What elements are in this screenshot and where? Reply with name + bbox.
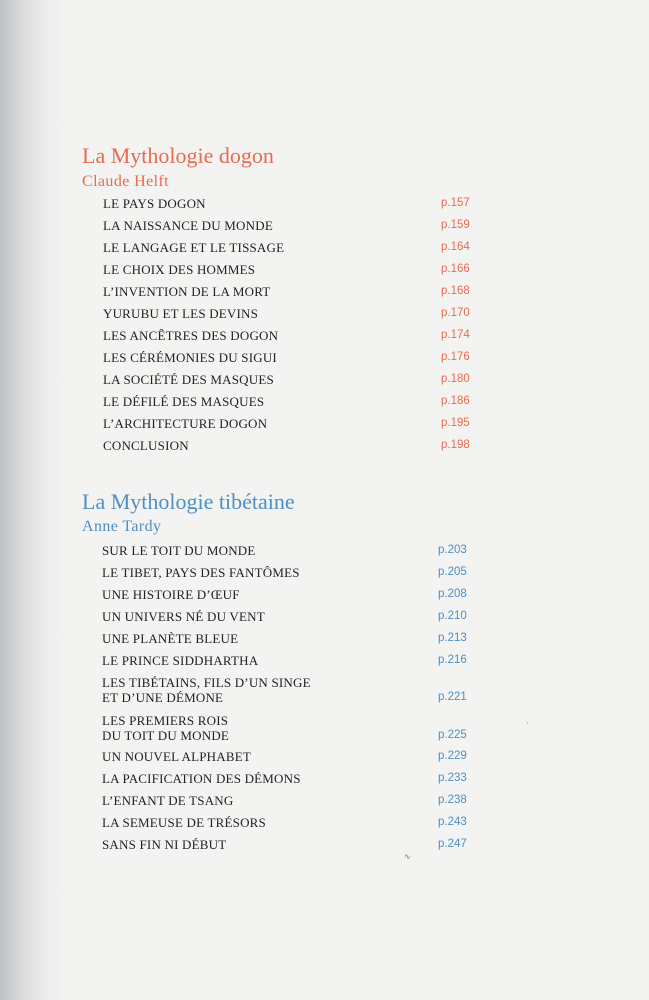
toc-entry-page: p.170 [441, 307, 470, 319]
toc-entry-page: p.203 [438, 544, 467, 556]
toc-entry-page: p.166 [441, 263, 470, 275]
toc-entry-title: L’ENFANT DE TSANG [102, 793, 234, 808]
toc-entry-title: UN NOUVEL ALPHABET [102, 749, 251, 764]
toc-entry-page: p.216 [438, 654, 467, 666]
toc-entry-page: p.157 [441, 197, 470, 209]
toc-entry-title: SANS FIN NI DÉBUT [102, 837, 227, 852]
toc-entry-title: LA PACIFICATION DES DÉMONS [102, 771, 301, 786]
toc-entry-page: p.225 [438, 729, 467, 741]
toc-entry-page: p.208 [438, 588, 467, 600]
toc-entry-title-line1: LES TIBÉTAINS, FILS D’UN SINGE [102, 675, 311, 690]
toc-entry-page: p.238 [438, 794, 467, 806]
toc-entry-page: p.180 [441, 373, 470, 385]
toc-entry-title: UNE HISTOIRE D’ŒUF [102, 587, 240, 602]
toc-entry-title: UNE PLANÈTE BLEUE [102, 631, 239, 646]
toc-entry-title: LA NAISSANCE DU MONDE [103, 218, 273, 233]
page-binding-shadow [0, 0, 70, 1000]
toc-entry-title: L’ARCHITECTURE DOGON [103, 416, 268, 431]
toc-entry-page: p.229 [438, 750, 467, 762]
toc-entry-title: UN UNIVERS NÉ DU VENT [102, 609, 265, 624]
toc-entry-title-line2: DU TOIT DU MONDE [102, 728, 230, 743]
toc-entry-page: p.233 [438, 772, 467, 784]
toc-entry-title: CONCLUSION [103, 438, 189, 453]
toc-entry-title: LA SOCIÉTÉ DES MASQUES [103, 372, 274, 387]
toc-entry-title: LES ANCÊTRES DES DOGON [103, 328, 279, 343]
toc-entry-page: p.210 [438, 610, 467, 622]
toc-entry-title: LE CHOIX DES HOMMES [103, 262, 256, 277]
toc-entry-page: p.159 [441, 219, 470, 231]
toc-entry-page: p.164 [441, 241, 470, 253]
toc-entry-page: p.198 [441, 439, 470, 451]
toc-entry-title: LE PAYS DOGON [103, 196, 206, 211]
toc-entry-page: p.243 [438, 816, 467, 828]
toc-entry-page: p.205 [438, 566, 467, 578]
toc-entry-title: LE TIBET, PAYS DES FANTÔMES [102, 565, 300, 580]
section-title: La Mythologie tibétaine [82, 489, 295, 514]
toc-entry-page: p.168 [441, 285, 470, 297]
paper-speck: ∿ [404, 852, 411, 861]
toc-entry-title: YURUBU ET LES DEVINS [103, 306, 259, 321]
toc-entry-title-line2: ET D’UNE DÉMONE [102, 690, 224, 705]
toc-entry-page: p.174 [441, 329, 470, 341]
section-title: La Mythologie dogon [82, 143, 274, 168]
toc-entry-title: LE DÉFILÉ DES MASQUES [103, 394, 265, 409]
toc-entry-title-line1: LES PREMIERS ROIS [102, 713, 229, 728]
toc-entry-title: LA SEMEUSE DE TRÉSORS [102, 815, 266, 830]
toc-entry-page: p.213 [438, 632, 467, 644]
toc-entry-title: SUR LE TOIT DU MONDE [102, 543, 256, 558]
toc-entry-page: p.247 [438, 838, 467, 850]
toc-entry-title: LES CÉRÉMONIES DU SIGUI [103, 350, 277, 365]
toc-entry-title: LE LANGAGE ET LE TISSAGE [103, 240, 285, 255]
toc-entry-page: p.186 [441, 395, 470, 407]
toc-entry-title: LE PRINCE SIDDHARTHA [102, 653, 259, 668]
toc-entry-page: p.176 [441, 351, 470, 363]
section-author: Anne Tardy [82, 518, 162, 535]
section-author: Claude Helft [82, 173, 169, 190]
toc-entry-page: p.221 [438, 691, 467, 703]
paper-speck: · [526, 719, 529, 728]
toc-entry-page: p.195 [441, 417, 470, 429]
toc-entry-title: L’INVENTION DE LA MORT [103, 284, 271, 299]
